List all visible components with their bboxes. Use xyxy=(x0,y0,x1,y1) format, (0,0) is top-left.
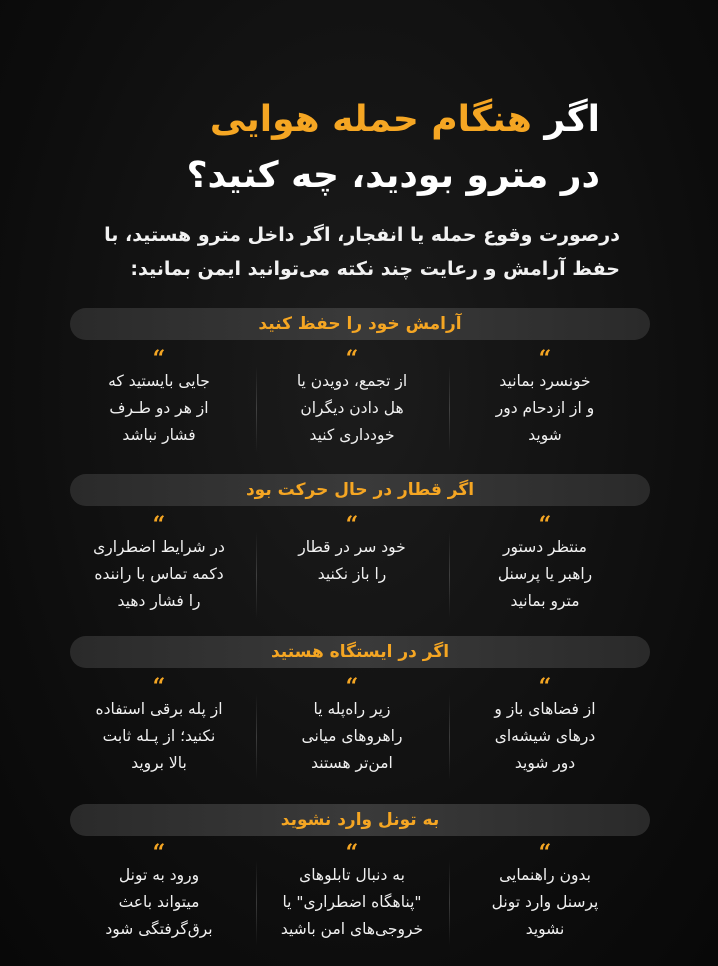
section-heading-train: اگر قطار در حال حرکت بود xyxy=(70,474,650,506)
tip-text: منتظر دستور راهبر یا پرسنل مترو بمانید xyxy=(497,538,593,610)
column-divider xyxy=(449,532,450,618)
column-divider xyxy=(449,694,450,780)
section-row-tunnel xyxy=(70,840,650,956)
title-line-1 xyxy=(60,92,600,148)
tip-card xyxy=(460,346,630,462)
quote-icon: “ xyxy=(538,346,552,372)
tip-card xyxy=(74,346,244,462)
column-divider xyxy=(449,366,450,452)
quote-icon: “ xyxy=(152,512,166,538)
tip-text: جایی بایستید که از هر دو طـرف فشار نباشد xyxy=(108,372,210,444)
tip-text: بدون راهنمایی پرسنل وارد تونل نشوید xyxy=(491,866,599,938)
tip-text: از فضاهای باز و درهای شیشه‌ای دور شوید xyxy=(494,700,596,772)
quote-icon: “ xyxy=(152,840,166,866)
quote-icon: “ xyxy=(538,512,552,538)
column-divider xyxy=(256,694,257,780)
column-divider xyxy=(449,860,450,946)
tip-card xyxy=(74,840,244,956)
title-line-2: در مترو بودید، چه کنید؟ xyxy=(186,155,600,196)
section-row-station xyxy=(70,674,650,790)
column-divider xyxy=(256,366,257,452)
intro-text: درصورت وقوع حمله یا انفجار، اگر داخل مترو هستید، با حفظ آرامش و رعایت چند نکته می‌توانید ایمن بمانید: xyxy=(104,224,620,280)
tip-card xyxy=(460,512,630,628)
column-divider xyxy=(256,532,257,618)
quote-icon: “ xyxy=(345,840,359,866)
quote-icon: “ xyxy=(152,674,166,700)
tip-text: ورود به تونل میتواند باعث برق‌گرفتگی شود xyxy=(105,866,213,938)
tip-card xyxy=(267,346,437,462)
tip-text: از تجمع، دویدن یا هل دادن دیگران خودداری کنید xyxy=(296,372,408,444)
quote-icon: “ xyxy=(538,674,552,700)
tip-card xyxy=(460,840,630,956)
tip-card xyxy=(460,674,630,790)
column-divider xyxy=(256,860,257,946)
tip-text: زیر راه‌پله یا راهروهای میانی امن‌تر هستند xyxy=(301,700,403,772)
tip-card xyxy=(267,512,437,628)
tip-card xyxy=(74,674,244,790)
page-title xyxy=(60,92,600,204)
section-heading-tunnel: به تونل وارد نشوید xyxy=(70,804,650,836)
section-heading-calm: آرامش خود را حفظ کنید xyxy=(70,308,650,340)
quote-icon: “ xyxy=(345,674,359,700)
title-prefix: اگر xyxy=(531,99,600,140)
tip-card xyxy=(267,674,437,790)
tip-text: از پله برقی استفاده نکنید؛ از پـله ثابت بالا بروید xyxy=(95,700,223,772)
tip-text: به دنبال تابلوهای "پناهگاه اضطراری" یا خروجی‌های امن باشید xyxy=(280,866,424,938)
tip-card xyxy=(267,840,437,956)
quote-icon: “ xyxy=(538,840,552,866)
section-heading-station: اگر در ایستگاه هستید xyxy=(70,636,650,668)
title-accent: هنگام حمله هوایی xyxy=(209,99,532,140)
tip-text: در شرایط اضطراری دکمه تماس با راننده را فشار دهید xyxy=(93,538,225,610)
tip-card xyxy=(74,512,244,628)
section-row-train xyxy=(70,512,650,628)
tip-text: خود سر در قطار را باز نکنید xyxy=(298,538,406,583)
quote-icon: “ xyxy=(152,346,166,372)
quote-icon: “ xyxy=(345,346,359,372)
tip-text: خونسرد بمانید و از ازدحام دور شوید xyxy=(495,372,595,444)
quote-icon: “ xyxy=(345,512,359,538)
section-row-calm xyxy=(70,346,650,462)
